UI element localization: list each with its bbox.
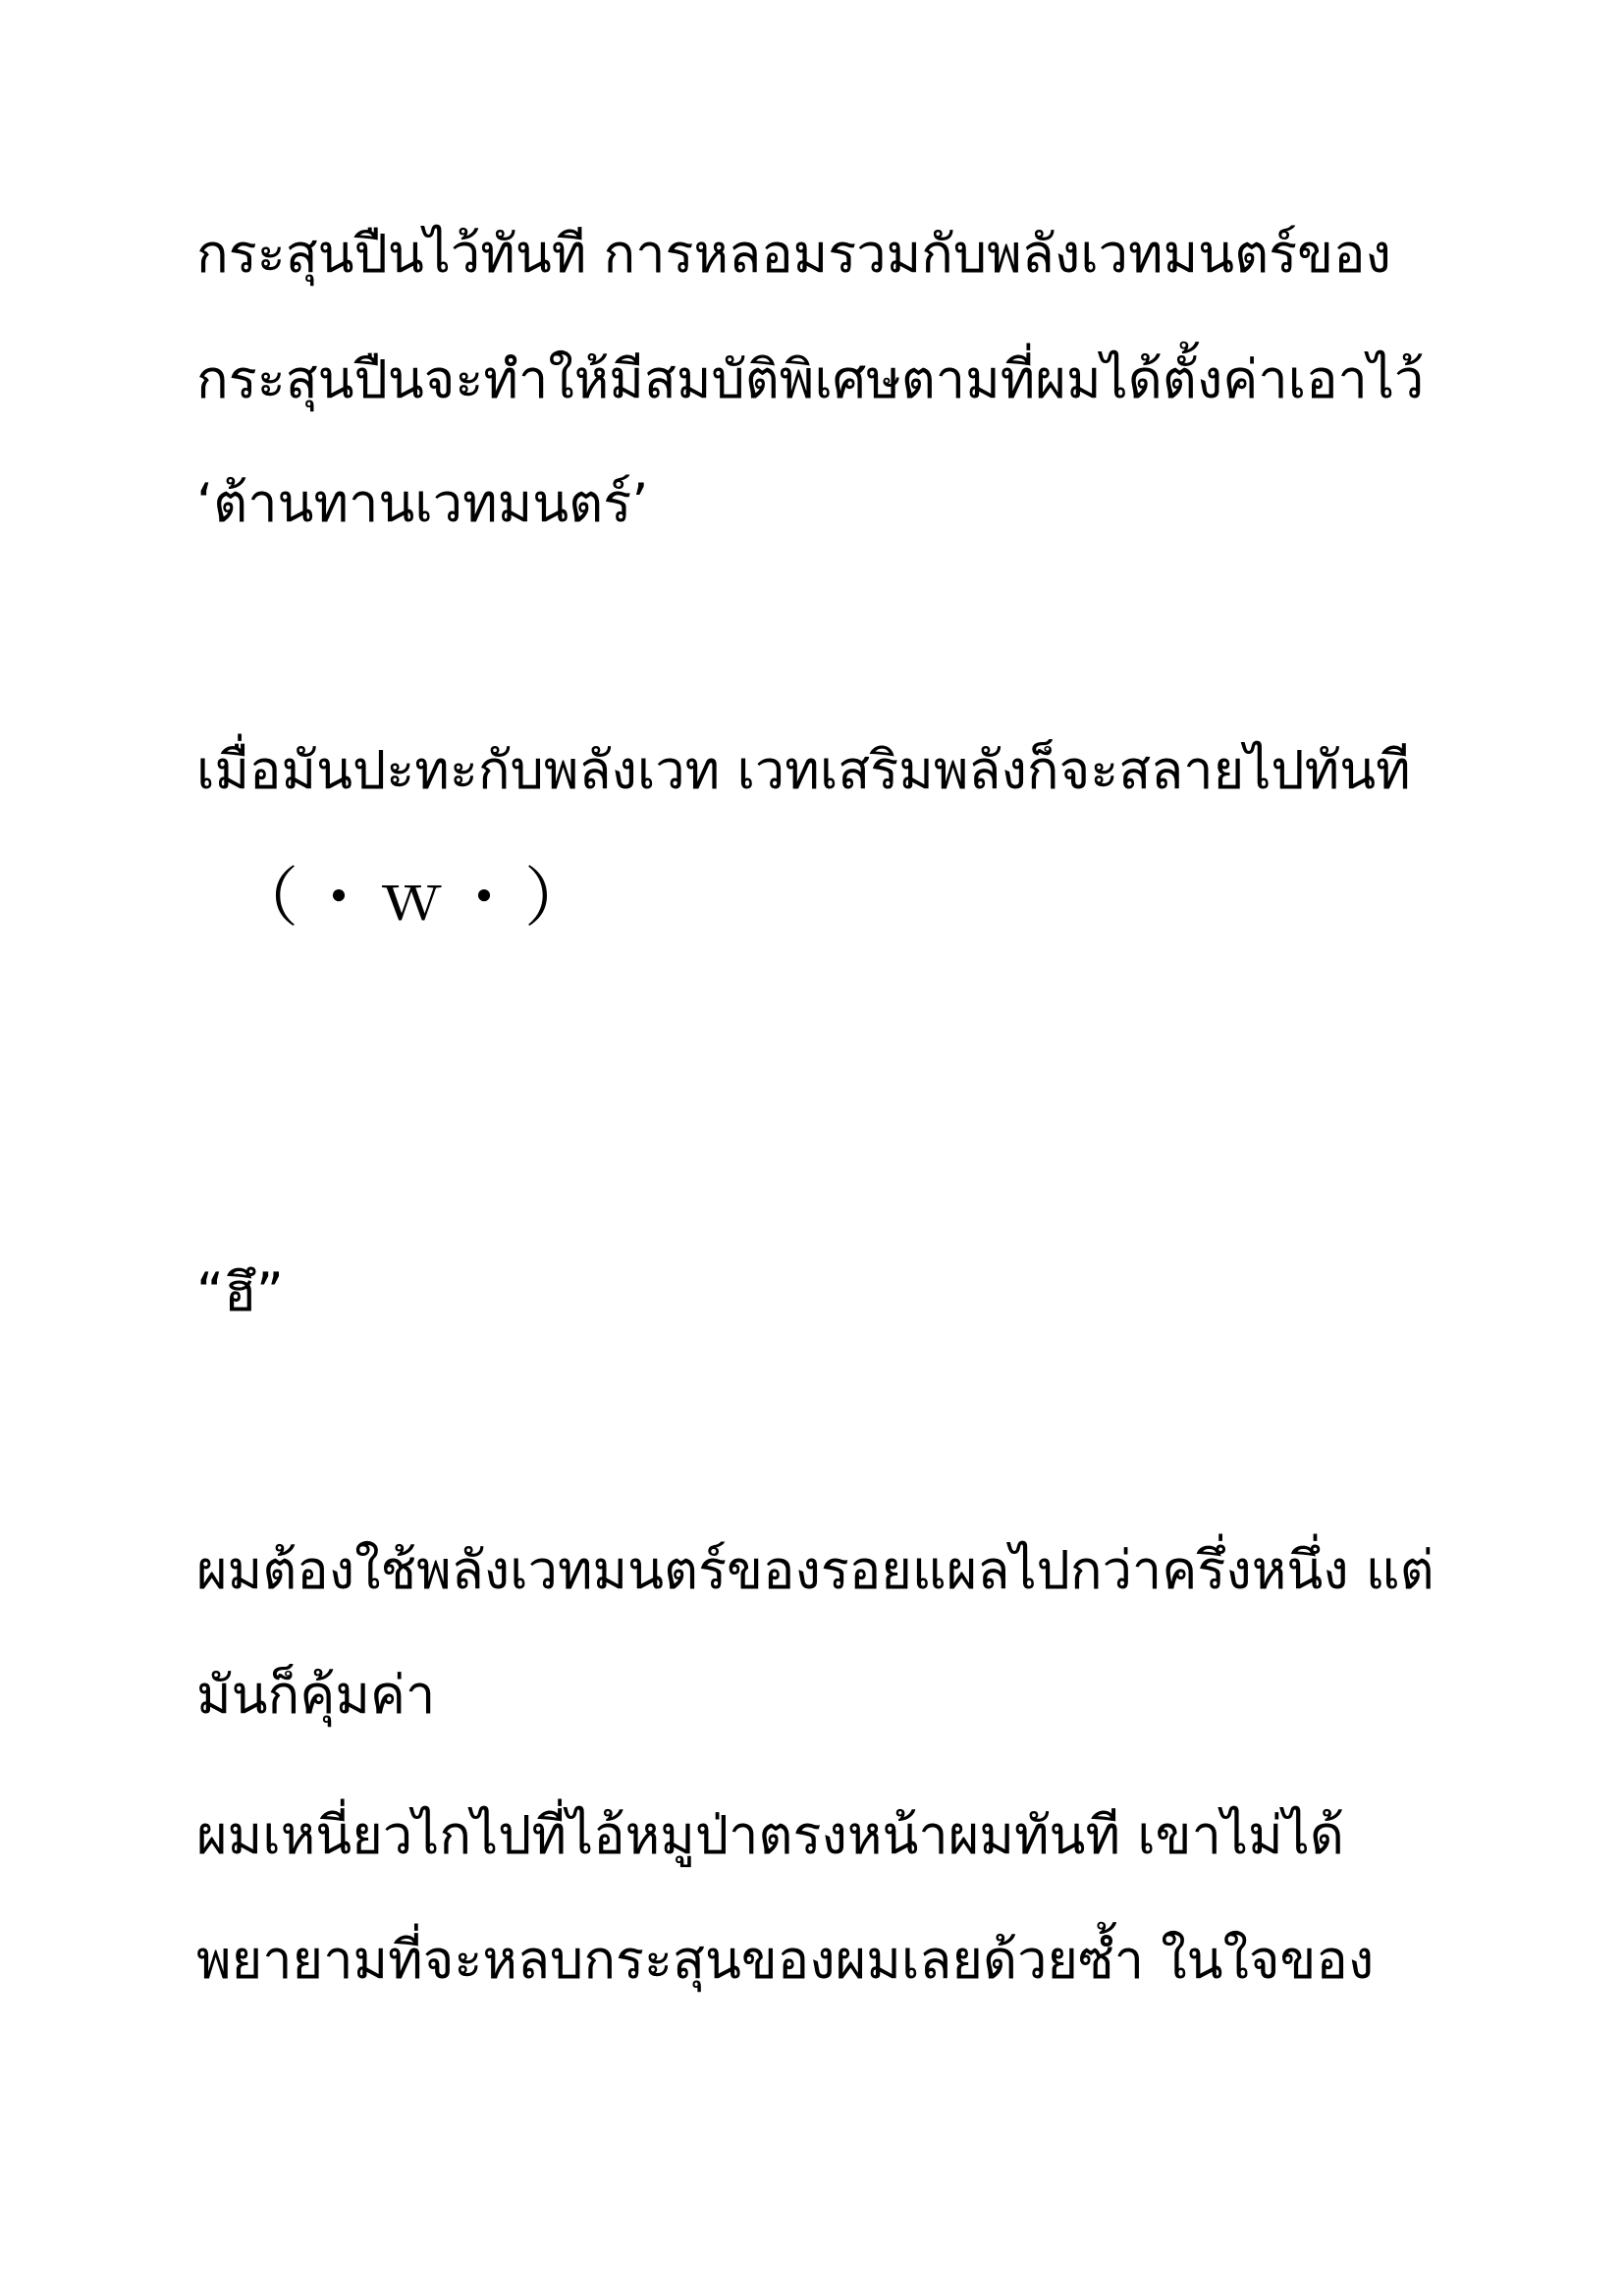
text-line: มันก็คุ้มค่า (196, 1664, 436, 1726)
text-line: ผมต้องใช้พลังเวทมนตร์ของรอยแผลไปกว่าครึ่งหนึ่ง แต่ (196, 1539, 1435, 1601)
text-line: พยายามที่จะหลบกระสุนของผมเลยด้วยซ้ำ ในใจของ (196, 1929, 1375, 1991)
dialogue-line: “ฮึ” (196, 1261, 284, 1323)
text-line: กระสุนปืนจะทำให้มีสมบัติพิเศษตามที่ผมได้ตั้งค่าเอาไว้ (196, 348, 1425, 410)
text-line: ผมเหนี่ยวไกไปที่ไอ้หมูป่าตรงหน้าผมทันที เขาไม่ได้ (196, 1804, 1344, 1866)
emoticon: （・ｗ・） (234, 860, 597, 935)
text-line: เมื่อมันปะทะกับพลังเวท เวทเสริมพลังก็จะสลายไปทันที (196, 739, 1411, 801)
text-line: ‘ต้านทานเวทมนตร์’ (196, 472, 649, 534)
text-line: กระสุนปืนไว้ทันที การหลอมรวมกับพลังเวทมนตร์ของ (196, 223, 1391, 285)
